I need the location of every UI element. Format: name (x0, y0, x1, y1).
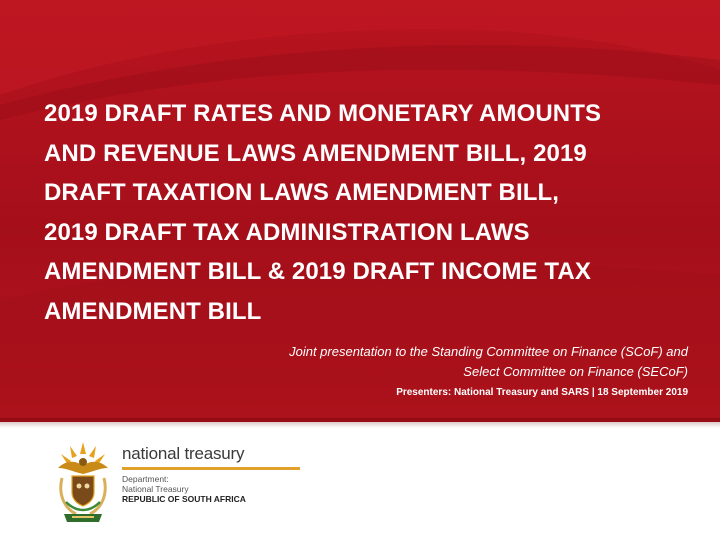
brand-department-label: Department: (122, 474, 169, 484)
subtitle-line: Select Committee on Finance (SECoF) (463, 364, 688, 379)
banner-shadow (0, 418, 720, 428)
national-treasury-logo (52, 438, 312, 526)
coat-of-arms-icon (52, 438, 114, 524)
title-line: AND REVENUE LAWS AMENDMENT BILL, 2019 (44, 139, 587, 167)
slide-subtitle (128, 342, 688, 382)
brand-divider (122, 467, 300, 470)
slide-title (44, 94, 694, 331)
brand-name: national treasury (122, 444, 245, 463)
title-line: DRAFT TAXATION LAWS AMENDMENT BILL, (44, 179, 559, 206)
title-line: AMENDMENT BILL (44, 297, 262, 325)
brand-department-name: National Treasury (122, 484, 189, 494)
brand-block (122, 444, 322, 505)
brand-country: REPUBLIC OF SOUTH AFRICA (122, 494, 246, 504)
title-line: 2019 DRAFT TAX ADMINISTRATION LAWS (44, 218, 530, 246)
subtitle-line: Joint presentation to the Standing Committee on Finance (SCoF) and (289, 344, 688, 359)
presenters-line: Presenters: National Treasury and SARS | 18 September 2019 (396, 387, 688, 398)
title-line: AMENDMENT BILL & 2019 DRAFT INCOME TAX (44, 258, 591, 285)
title-line: 2019 DRAFT RATES AND MONETARY AMOUNTS (44, 100, 602, 127)
